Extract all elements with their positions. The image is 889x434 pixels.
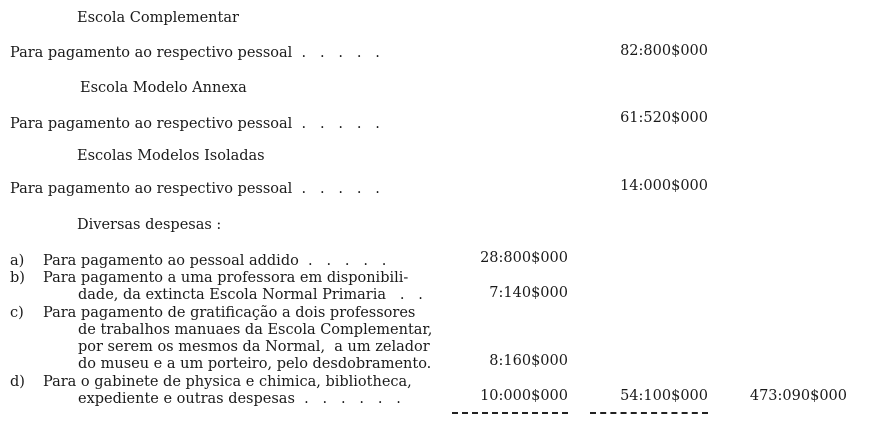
- column-rule: [590, 412, 708, 414]
- diversas-heading: Diversas despesas :: [77, 217, 222, 233]
- section-amount: 61:520$000: [620, 110, 708, 126]
- subtotal-amount: 54:100$000: [620, 388, 708, 404]
- section-line: Para pagamento ao respectivo pessoal . . . . .: [10, 181, 380, 197]
- item-line: dade, da extincta Escola Normal Primaria . .: [78, 287, 423, 303]
- item-marker: b): [10, 270, 25, 286]
- item-marker: a): [10, 253, 25, 269]
- item-amount: 10:000$000: [480, 388, 568, 404]
- section-line: Para pagamento ao respectivo pessoal . . . . .: [10, 116, 380, 132]
- section-amount: 82:800$000: [620, 43, 708, 59]
- column-rule: [452, 412, 568, 414]
- section-amount: 14:000$000: [620, 178, 708, 194]
- item-amount: 8:160$000: [489, 353, 568, 369]
- item-line: Para pagamento a uma professora em disponibili-: [43, 270, 409, 286]
- item-line: de trabalhos manuaes da Escola Complementar,: [78, 322, 433, 338]
- item-line: Para pagamento de gratificação a dois professores: [43, 305, 416, 321]
- section-heading: Escola Complementar: [77, 10, 239, 26]
- total-amount: 473:090$000: [749, 388, 847, 404]
- section-line: Para pagamento ao respectivo pessoal . . . . .: [10, 45, 380, 61]
- item-line: do museu e a um porteiro, pelo desdobramento.: [78, 356, 432, 372]
- item-line: por serem os mesmos da Normal, a um zelador: [78, 339, 430, 355]
- item-marker: d): [10, 374, 25, 390]
- section-heading: Escolas Modelos Isoladas: [77, 148, 265, 164]
- item-marker: c): [10, 305, 24, 321]
- section-heading: Escola Modelo Annexa: [80, 80, 247, 96]
- item-line: Para pagamento ao pessoal addido . . . . .: [43, 253, 387, 269]
- item-amount: 28:800$000: [480, 250, 568, 266]
- item-amount: 7:140$000: [489, 285, 568, 301]
- item-line: expediente e outras despesas . . . . . .: [78, 391, 401, 407]
- item-line: Para o gabinete de physica e chimica, bibliotheca,: [43, 374, 412, 390]
